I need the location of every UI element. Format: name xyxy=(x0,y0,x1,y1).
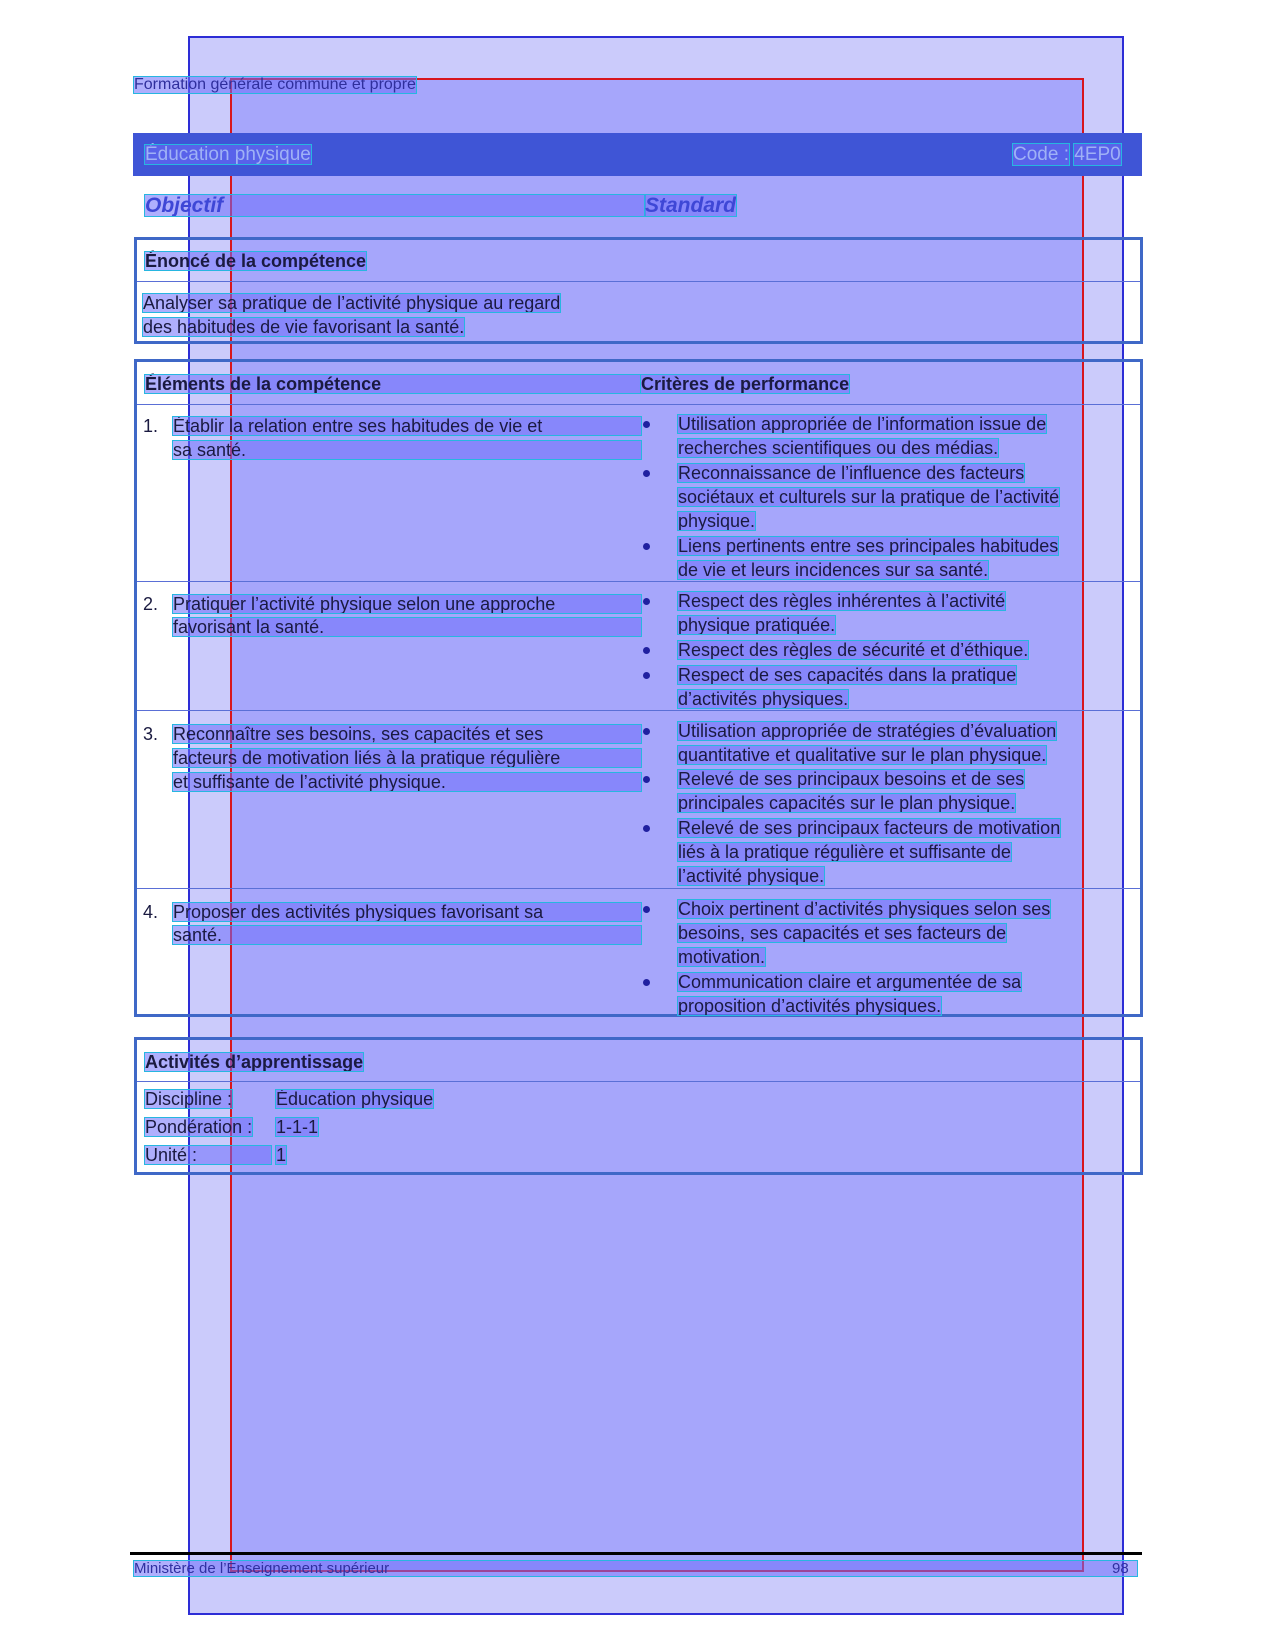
page-number: 98 xyxy=(1112,1560,1129,1577)
course-code xyxy=(1013,145,1121,164)
divider xyxy=(137,581,1140,582)
criterion-line: quantitative et qualitative sur le plan physique. xyxy=(678,745,1047,765)
criterion-line: physique. xyxy=(678,511,756,531)
criterion-line: Reconnaissance de l’influence des facteurs xyxy=(678,463,1025,483)
element-number: 2. xyxy=(143,594,159,614)
criterion-line: Respect des règles de sécurité et d’éthique. xyxy=(678,640,1029,660)
bullet-icon xyxy=(643,421,650,428)
bullet-icon xyxy=(643,598,650,605)
criterion-line: sociétaux et culturels sur la pratique de l’activité xyxy=(678,487,1060,507)
footer-rule xyxy=(130,1552,1142,1555)
discipline-value: Éducation physique xyxy=(276,1089,434,1109)
criterion-line: besoins, ses capacités et ses facteurs de xyxy=(678,923,1007,943)
bullet-icon xyxy=(643,470,650,477)
criterion-line: liés à la pratique régulière et suffisante de xyxy=(678,842,1011,862)
element-line: Reconnaître ses besoins, ses capacités et ses xyxy=(173,725,641,743)
footer-ministry xyxy=(134,1561,1137,1576)
element-line: santé. xyxy=(173,926,641,944)
criterion-line: motivation. xyxy=(678,947,766,967)
competency-line: Analyser sa pratique de l’activité physique au regard xyxy=(143,293,561,313)
element-line: Proposer des activités physiques favorisant sa xyxy=(173,903,641,921)
criterion-line: Choix pertinent d’activités physiques selon ses xyxy=(678,899,1051,919)
divider xyxy=(137,281,1140,282)
element-line: Établir la relation entre ses habitudes de vie et xyxy=(173,417,641,435)
criterion-line: Utilisation appropriée de stratégies d’évaluation xyxy=(678,721,1057,741)
weighting-value: 1-1-1 xyxy=(276,1117,319,1137)
element-line: et suffisante de l’activité physique. xyxy=(173,773,641,791)
weighting-label: Pondération : xyxy=(145,1117,253,1137)
discipline-label: Discipline : xyxy=(145,1089,233,1109)
bullet-icon xyxy=(643,672,650,679)
code-value: 4EP0 xyxy=(1074,144,1121,165)
code-label: Code : xyxy=(1013,144,1069,165)
criterion-line: Relevé de ses principaux besoins et de ses xyxy=(678,769,1025,789)
element-line: favorisant la santé. xyxy=(173,618,641,636)
criterion-line: Liens pertinents entre ses principales habitudes xyxy=(678,536,1059,556)
criteria-heading: Critères de performance xyxy=(641,374,850,394)
unit-value: 1 xyxy=(276,1145,287,1165)
element-number: 4. xyxy=(143,902,159,922)
criterion-line: principales capacités sur le plan physique. xyxy=(678,793,1016,813)
competency-line: des habitudes de vie favorisant la santé. xyxy=(143,317,465,337)
criterion-line: l’activité physique. xyxy=(678,866,825,886)
criterion-line: physique pratiquée. xyxy=(678,615,836,635)
activities-heading: Activités d’apprentissage xyxy=(145,1052,364,1072)
criterion-line: Utilisation appropriée de l’information issue de xyxy=(678,414,1047,434)
divider xyxy=(137,710,1140,711)
bullet-icon xyxy=(643,979,650,986)
element-line: facteurs de motivation liés à la pratique régulière xyxy=(173,749,641,767)
divider xyxy=(137,404,1140,405)
unit-label: Unité : xyxy=(145,1146,271,1164)
competency-heading: Énoncé de la compétence xyxy=(145,251,367,271)
element-line: Pratiquer l’activité physique selon une approche xyxy=(173,595,641,613)
bullet-icon xyxy=(643,647,650,654)
ministry-name: Ministère de l’Enseignement supérieur xyxy=(134,1560,390,1577)
criterion-line: Respect des règles inhérentes à l’activité xyxy=(678,591,1006,611)
criterion-line: Communication claire et argumentée de sa xyxy=(678,972,1022,992)
divider xyxy=(137,1081,1140,1082)
criterion-line: d’activités physiques. xyxy=(678,689,849,709)
criterion-line: de vie et leurs incidences sur sa santé. xyxy=(678,560,989,580)
objective-heading: Objectif xyxy=(145,195,645,216)
criterion-line: Relevé de ses principaux facteurs de motivation xyxy=(678,818,1061,838)
bullet-icon xyxy=(643,825,650,832)
bullet-icon xyxy=(643,728,650,735)
element-number: 1. xyxy=(143,416,159,436)
criterion-line: Respect de ses capacités dans la pratique xyxy=(678,665,1017,685)
standard-heading: Standard xyxy=(645,194,737,217)
criterion-line: proposition d’activités physiques. xyxy=(678,996,942,1016)
bullet-icon xyxy=(643,543,650,550)
running-header: Formation générale commune et propre xyxy=(134,76,416,93)
bullet-icon xyxy=(643,906,650,913)
criterion-line: recherches scientifiques ou des médias. xyxy=(678,438,999,458)
course-title: Éducation physique xyxy=(145,144,311,165)
bullet-icon xyxy=(643,776,650,783)
element-line: sa santé. xyxy=(173,441,641,459)
element-number: 3. xyxy=(143,724,159,744)
elements-heading: Éléments de la compétence xyxy=(145,375,640,393)
divider xyxy=(137,888,1140,889)
